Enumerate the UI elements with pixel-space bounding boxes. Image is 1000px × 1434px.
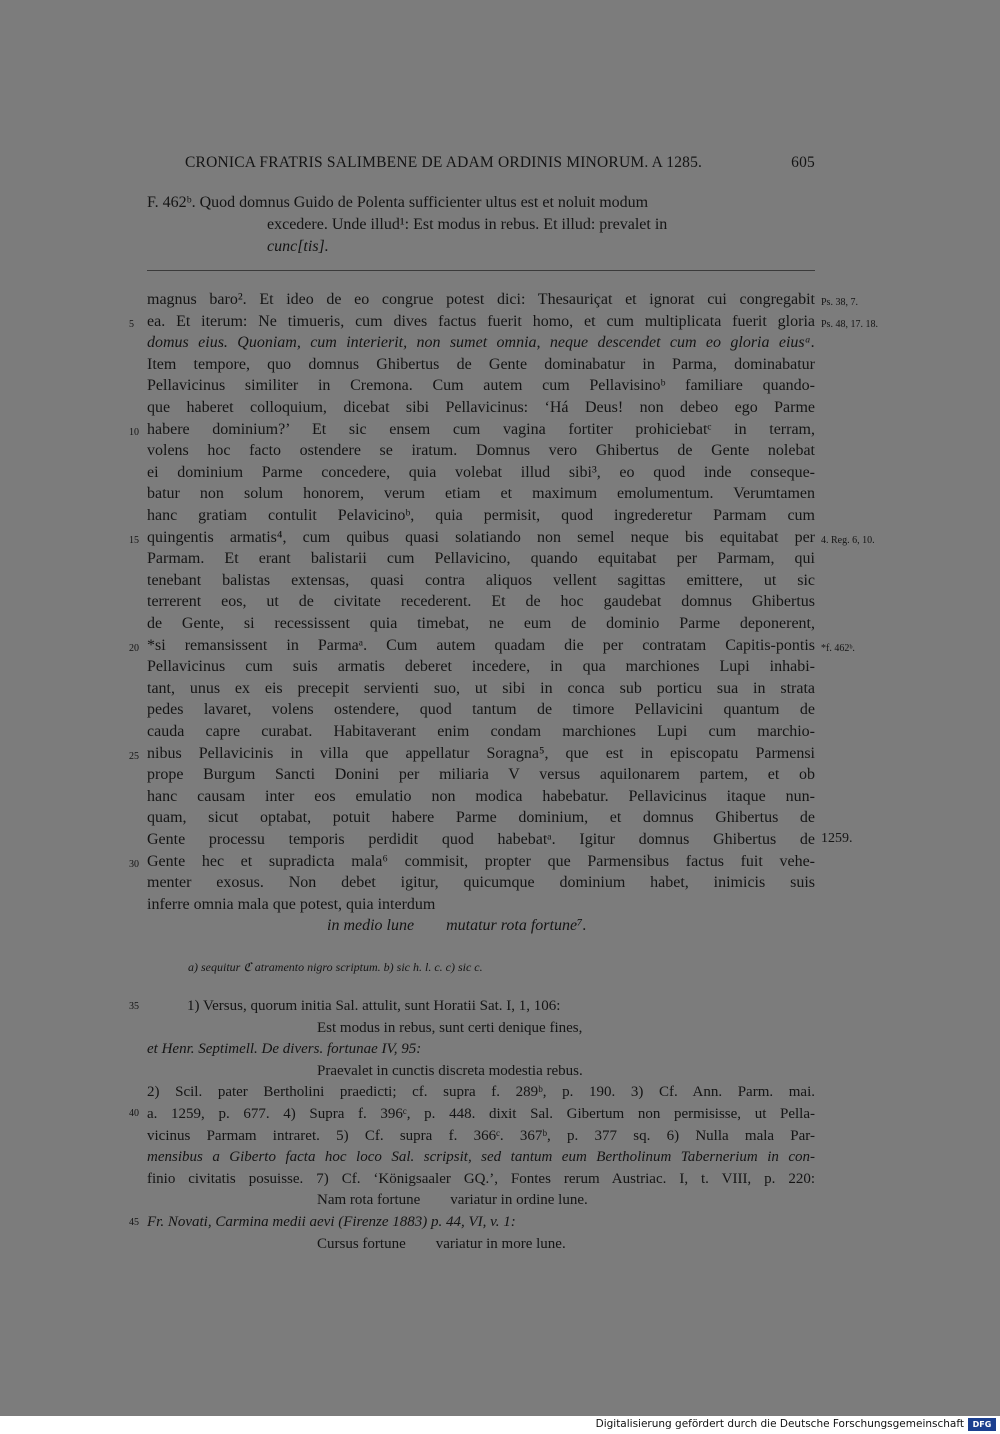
text-line: Item tempore, quo domnus Ghibertus de Gente dominabatur in Parma, dominabatur bbox=[147, 355, 815, 373]
heading-line: excedere. Unde illud¹: Est modus in rebus. Et illud: prevalet in bbox=[267, 216, 668, 233]
line-number: 40 bbox=[129, 1108, 139, 1119]
text-line: batur non solum honorem, verum etiam et maximum emolumentum. Verumtamen bbox=[147, 485, 815, 503]
line-number: 15 bbox=[129, 535, 139, 546]
footnote-line: vicinus Parmam intraret. 5) Cf. supra f. 366ᶜ. 367ᵇ, p. 377 sq. 6) Nulla mala Par- bbox=[147, 1127, 815, 1144]
footnote-line: et Henr. Septimell. De divers. fortunae IV, 95: bbox=[147, 1041, 422, 1058]
text-line: magnus baro². Et ideo de eo congrue potest dici: Thesauriçat et ignorat cui congregabit bbox=[147, 291, 815, 308]
text-line: terrerent eos, ut de civitate recederent. Et de hoc gaudebat domnus Ghibertus bbox=[147, 593, 815, 611]
dfg-logo: DFG bbox=[968, 1418, 996, 1431]
chapter-heading bbox=[147, 192, 815, 258]
text-line: Parmam. Et erant balistarii cum Pellavicino, quando equitabat per Parmam, qui bbox=[147, 550, 815, 568]
footnote-line: 2) Scil. pater Bertholini praedicti; cf. supra f. 289ᵇ, p. 190. 3) Cf. Ann. Parm. mai. bbox=[147, 1084, 815, 1101]
text-line: que haberet colloquium, dicebat sibi Pellavicinus: ‘Há Deus! non debeo ego Parme bbox=[147, 399, 815, 416]
line-number: 45 bbox=[129, 1217, 139, 1228]
margin-note: *f. 462ᵇ. bbox=[821, 643, 855, 654]
critical-apparatus: a) sequitur ℭ atramento nigro scriptum. b) sic h. l. c. c) sic c. bbox=[188, 960, 483, 974]
margin-note: Ps. 38, 7. bbox=[821, 297, 858, 308]
text-line: nibus Pellavicinis in villa que appellatur Soragna⁵, que est in episcopatu Parmensi bbox=[147, 744, 815, 762]
text-line: habere dominium?’ Et sic ensem cum vagina fortiter prohiciebatᶜ in terram, bbox=[147, 420, 815, 438]
text-line: pedes lavaret, volens ostendere, quod tantum de timore Pellavicini quantum de bbox=[147, 701, 815, 719]
digitization-footer bbox=[0, 1416, 1000, 1434]
line-number: 25 bbox=[129, 751, 139, 762]
footnote-line: a. 1259, p. 677. 4) Supra f. 396ᶜ, p. 448. dixit Sal. Gibertum non permisisse, ut Pella- bbox=[147, 1106, 815, 1122]
footnote-line: 1) Versus, quorum initia Sal. attulit, sunt Horatii Sat. I, 1, 106: bbox=[187, 998, 561, 1014]
footnote-verse: Cursus fortune variatur in more lune. bbox=[317, 1235, 566, 1252]
heading-divider bbox=[147, 270, 815, 271]
footnote-line: finio civitatis posuisse. 7) Cf. ‘Königsaaler GQ.’, Fontes rerum Austriac. I, t. VIII, p. 220: bbox=[147, 1170, 815, 1187]
text-line: hanc gratiam contulit Pelavicinoᵇ, quia permisit, quod ingrederetur Parmam cum bbox=[147, 507, 815, 524]
text-line: *si remansissent in Parmaᵃ. Cum autem quadam die per contratam Capitis-pontis bbox=[147, 636, 815, 654]
heading-line: cunc[tis]. bbox=[267, 238, 329, 255]
footnote-verse: Est modus in rebus, sunt certi denique fines, bbox=[317, 1019, 583, 1036]
text-line: cauda capre curabat. Habitaverant enim condam marchiones Lupi cum marchio- bbox=[147, 723, 815, 740]
text-line: ea. Et iterum: Ne timueris, cum dives factus fuerit homo, et cum multiplicata fuerit gloria bbox=[147, 312, 815, 330]
footer-credit: Digitalisierung gefördert durch die Deutsche Forschungsgemeinschaft bbox=[595, 1418, 964, 1430]
running-header bbox=[185, 154, 815, 172]
text-line: inferre omnia mala que potest, quia interdum bbox=[147, 895, 436, 913]
line-number: 35 bbox=[129, 1001, 139, 1012]
text-line: domus eius. Quoniam, cum interierit, non sumet omnia, neque descendet cum eo gloria eiusᵃ. bbox=[147, 334, 815, 352]
running-title: CRONICA FRATRIS SALIMBENE DE ADAM ORDINIS MINORUM. A 1285. bbox=[185, 154, 703, 171]
text-line: tenebant balistas extensas, quasi contra aliquos vellent sagittas emittere, ut sic bbox=[147, 571, 815, 589]
text-line: quingentis armatis⁴, cum quibus quasi solatiando non semel neque bis equitabat per bbox=[147, 528, 815, 546]
footnote-verse: Nam rota fortune variatur in ordine lune. bbox=[317, 1192, 588, 1209]
text-line: Gente hec et supradicta mala⁶ commisit, propter que Parmensibus factus fuit vehe- bbox=[147, 852, 815, 870]
text-line: hanc causam inter eos emulatio non modica habebatur. Pellavicinus itaque nun- bbox=[147, 787, 815, 805]
text-line: tant, unus ex eis precepit servienti suo, ut sibi in conca sub porticu sua in strata bbox=[147, 679, 815, 697]
footnote-line: mensibus a Giberto facta hoc loco Sal. scripsit, sed tantum eum Bertholinum Tabernerium in con- bbox=[147, 1149, 815, 1166]
text-line: Pellavicinus similiter in Cremona. Cum autem cum Pellavisinoᵇ familiare quando- bbox=[147, 377, 815, 395]
line-number: 30 bbox=[129, 859, 139, 870]
margin-note: Ps. 48, 17. 18. bbox=[821, 319, 878, 330]
text-line: prope Burgum Sancti Donini per miliaria V versus aquilonarem partem, et ob bbox=[147, 766, 815, 784]
text-line: Gente processu temporis perdidit quod habebatᵃ. Igitur domnus Ghibertus de bbox=[147, 831, 815, 848]
text-line: de Gente, si recessissent quia timebat, ne eum de dominio Parme deponerent, bbox=[147, 615, 815, 632]
line-number: 20 bbox=[129, 643, 139, 654]
text-line: quam, sicut optabat, potuit habere Parme dominium, et domnus Ghibertus de bbox=[147, 809, 815, 827]
text-line: volens hoc facto ostendere se iratum. Domnus vero Ghibertus de Gente nolebat bbox=[147, 442, 815, 460]
margin-note: 4. Reg. 6, 10. bbox=[821, 535, 875, 546]
line-number: 10 bbox=[129, 427, 139, 438]
margin-note: 1259. bbox=[821, 831, 853, 846]
footnote-line: Fr. Novati, Carmina medii aevi (Firenze 1883) p. 44, VI, v. 1: bbox=[147, 1214, 516, 1230]
text-line: Pellavicinus cum suis armatis deberet incedere, in qua marchiones Lupi inhabi- bbox=[147, 658, 815, 676]
text-line: ei dominium Parme concedere, quia volebat illud sibi³, eo quod inde conseque- bbox=[147, 463, 815, 481]
footnote-verse: Praevalet in cunctis discreta modestia rebus. bbox=[317, 1062, 583, 1079]
page-number: 605 bbox=[791, 154, 815, 171]
text-line: menter exosus. Non debet igitur, quicumque dominium habet, inimicis suis bbox=[147, 874, 815, 892]
line-number: 5 bbox=[129, 319, 134, 330]
heading-line: F. 462ᵇ. Quod domnus Guido de Polenta sufficienter ultus est et noluit modum bbox=[147, 194, 649, 211]
verse-line: in medio lune mutatur rota fortune⁷. bbox=[327, 917, 587, 935]
